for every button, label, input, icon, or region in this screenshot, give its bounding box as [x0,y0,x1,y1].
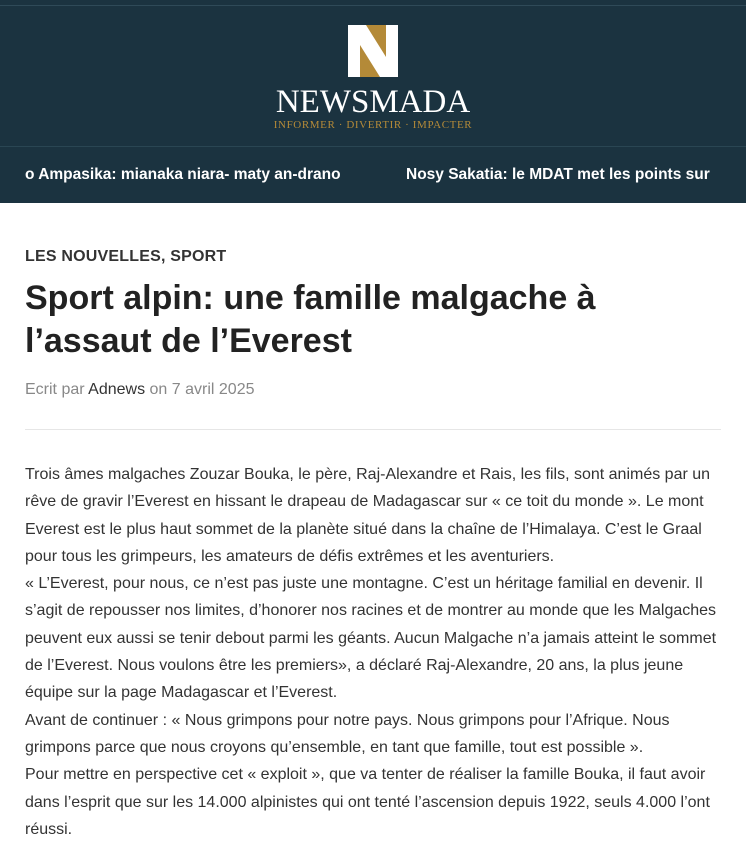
category-link-les-nouvelles[interactable]: LES NOUVELLES [25,248,161,265]
article-divider [25,429,721,430]
news-ticker [0,146,746,203]
article-categories [25,247,226,267]
article-body [25,461,721,843]
byline-author-link[interactable]: Adnews [88,381,146,398]
site-tagline: INFORMER · DIVERTIR · IMPACTER [273,119,473,131]
article-title: Sport alpin: une famille malgache à l’assaut de l’Everest [25,279,596,360]
byline-prefix: Ecrit par [25,381,85,398]
byline-on: on [149,381,168,398]
category-separator: , [160,248,166,265]
ticker-item[interactable]: Nosy Sakatia: le MDAT met les points sur [406,166,710,183]
site-name: NEWSMADA [275,84,471,120]
category-link-sport[interactable]: SPORT [170,248,227,265]
newsmada-logo-icon [348,25,398,77]
ticker-item[interactable]: o Ampasika: mianaka niara- maty an-drano [25,166,341,183]
article-paragraph: Trois âmes malgaches Zouzar Bouka, le père, Raj-Alexandre et Rais, les fils, sont animés par un rêve de gravir l’Everest en hissant le drapeau de Madagascar sur « ce toit du monde ». Le mont Everest est le plus haut sommet de la planète situé dans la chaîne de l’Himalaya. C’est le Graal pour tous les grimpeurs, les amateurs de défis extrêmes et les aventuriers. [25,466,711,565]
article-paragraph: Pour mettre en perspective cet « exploit », que va tenter de réaliser la famille Bouka, il faut avoir dans l’esprit que sur les 14.000 alpinistes qui ont tenté l’ascension depuis 1922, seuls 4.000 l’ont réussi. [25,766,710,838]
article-byline [25,380,254,400]
site-logo-link[interactable] [0,0,746,146]
article-paragraph: Avant de continuer : « Nous grimpons pour notre pays. Nous grimpons pour l’Afrique. Nous grimpons parce que nous croyons qu’ensemble, en tant que famille, tout est possible ». [25,711,670,756]
article-paragraph: « L’Everest, pour nous, ce n’est pas juste une montagne. C’est un héritage familial en devenir. Il s’agit de repousser nos limites, d’honorer nos racines et de montrer au monde que les Malgaches peuvent eux aussi se tenir debout parmi les géants. Aucun Malgache n’a jamais atteint le sommet de l’Everest. Nous voulons être les premiers», a déclaré Raj-Alexandre, 20 ans, la plus jeune équipe sur la page Madagascar et l’Everest. [25,575,717,702]
site-header [0,0,746,146]
byline-date: 7 avril 2025 [171,381,255,398]
